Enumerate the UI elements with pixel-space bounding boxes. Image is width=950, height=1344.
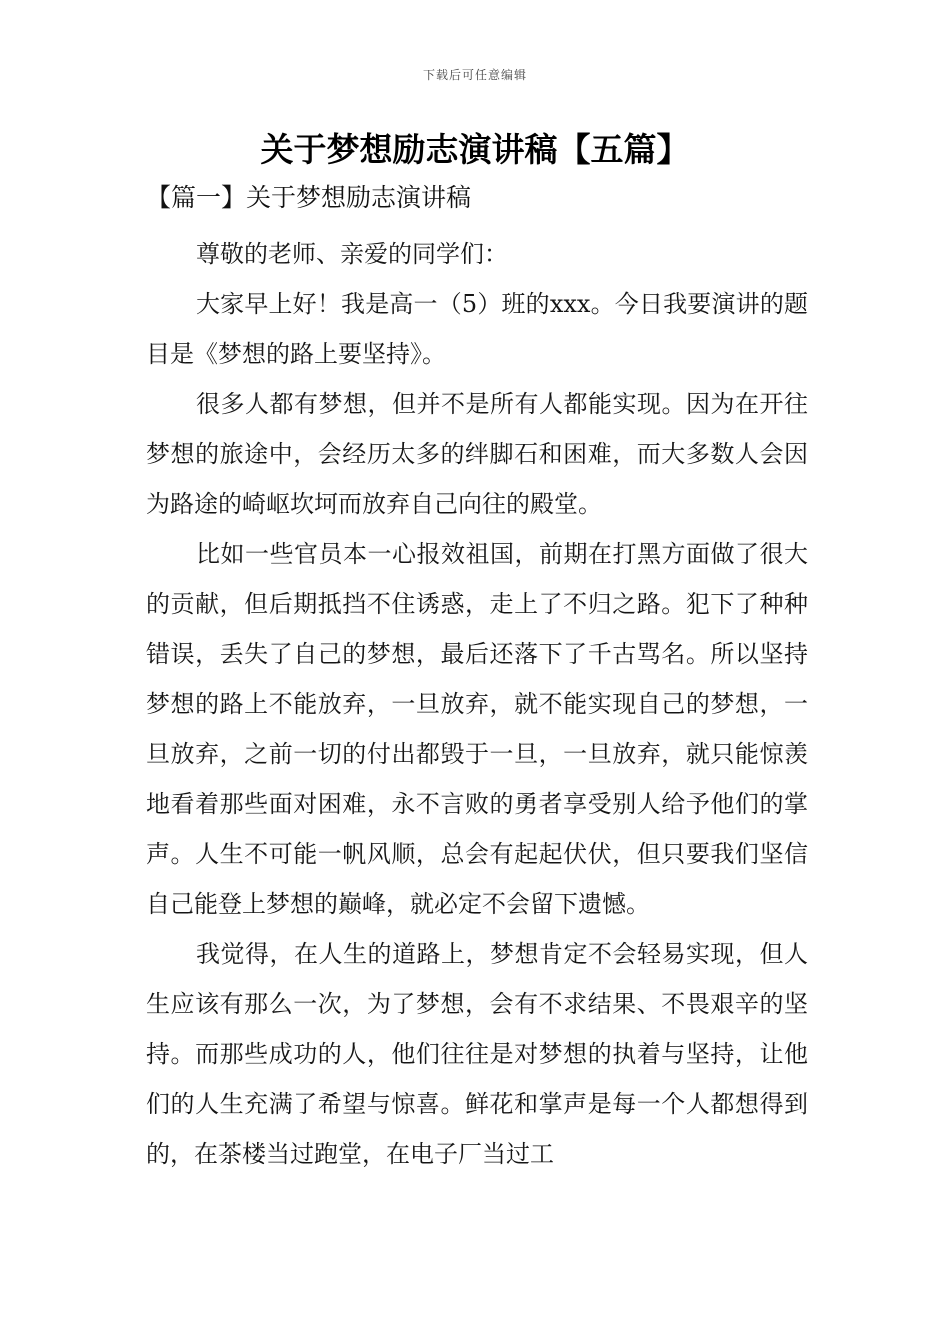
- document-title: 关于梦想励志演讲稿【五篇】: [260, 130, 690, 169]
- paragraph: 比如一些官员本一心报效祖国，前期在打黑方面做了很大的贡献，但后期抵挡不住诱惑，走上了不归之路。犯下了种种错误，丢失了自己的梦想，最后还落下了千古骂名。所以坚持梦想的路上不能放弃，一旦放弃，就不能实现自己的梦想，一旦放弃，之前一切的付出都毁于一旦，一旦放弃，就只能惊羡地看着那些面对困难，永不言败的勇者享受别人给予他们的掌声。人生不可能一帆风顺，总会有起起伏伏，但只要我们坚信自己能登上梦想的巅峰，就必定不会留下遗憾。: [146, 540, 808, 918]
- paragraph-salutation: 尊敬的老师、亲爱的同学们：: [196, 240, 508, 268]
- paragraph: 大家早上好！我是高一（5）班的xxx。今日我要演讲的题目是《梦想的路上要坚持》。: [146, 290, 808, 368]
- paragraph: 很多人都有梦想，但并不是所有人都能实现。因为在开往梦想的旅途中，会经历太多的绊脚石和困难，而大多数人会因为路途的崎岖坎坷而放弃自己向往的殿堂。: [146, 390, 808, 518]
- document-body: [146, 229, 808, 1179]
- header-note: 下载后可任意编辑: [422, 68, 527, 82]
- section-heading: 【篇一】关于梦想励志演讲稿: [146, 183, 472, 212]
- paragraph: 我觉得，在人生的道路上，梦想肯定不会轻易实现，但人生应该有那么一次，为了梦想，会有不求结果、不畏艰辛的坚持。而那些成功的人，他们往往是对梦想的执着与坚持，让他们的人生充满了希望与惊喜。鲜花和掌声是每一个人都想得到的，在茶楼当过跑堂，在电子厂当过工: [146, 940, 808, 1168]
